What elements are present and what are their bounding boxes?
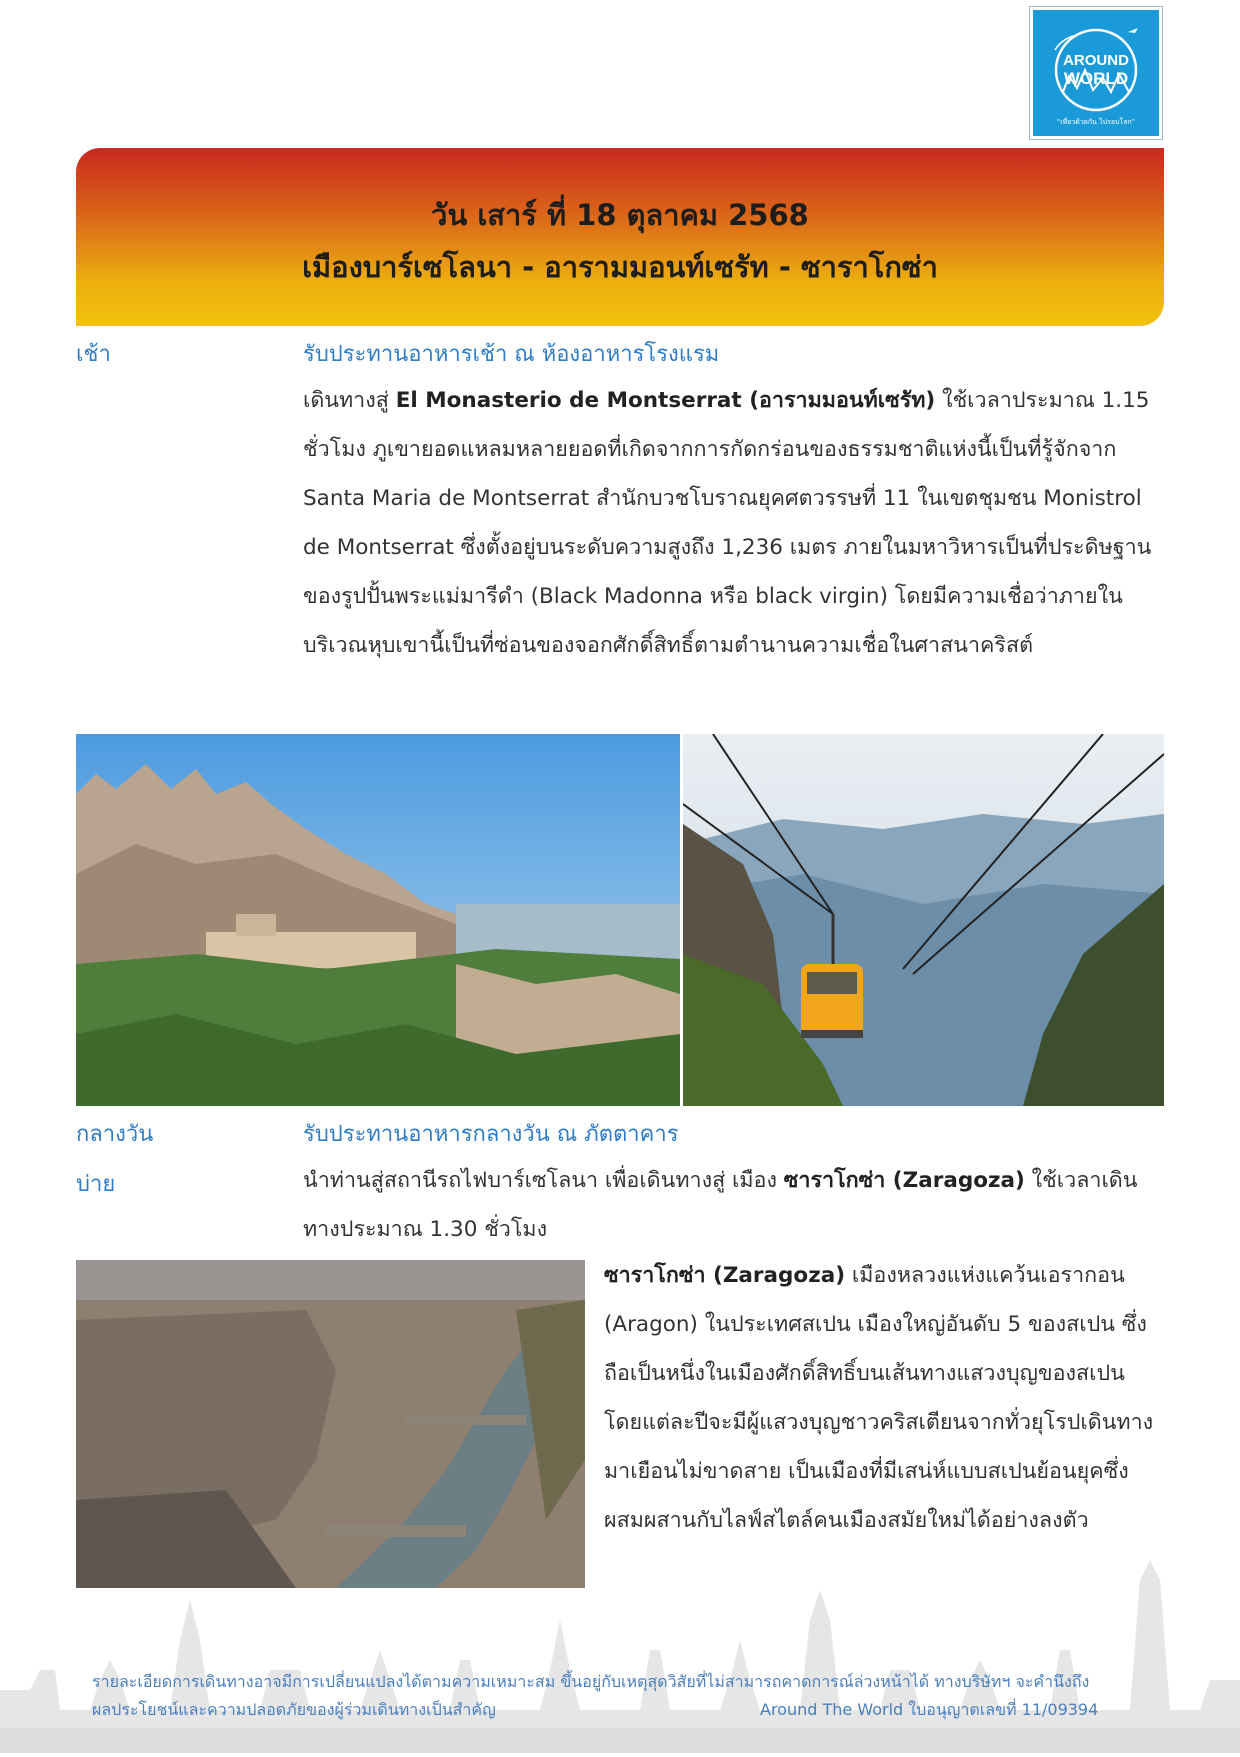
cable-car-photo xyxy=(683,734,1164,1106)
zaragoza-details: เมืองหลวงแห่งแคว้นเอรากอน (Aragon) ในประเทศสเปน เมืองใหญ่อันดับ 5 ของสเปน ซึ่งถือเป็นหนึ่งในเมืองศักดิ์สิทธิ์บนเส้นทางแสวงบุญของสเปน โดยแต่ละปีจะมีผู้แสวงบุญชาวคริสเตียนจากทั่วยุโรปเดินทางมาเยือนไม่ขาดสาย เป็นเมืองที่มีเสน่ห์แบบสเปนย้อนยุคซึ่งผสมผสานกับไลฟ์สไตล์คนเมืองสมัยใหม่ได้อย่างลงตัว xyxy=(604,1263,1154,1533)
footer-disclaimer-line1: รายละเอียดการเดินทางอาจมีการเปลี่ยนแปลงได้ตามความเหมาะสม ขึ้นอยู่กับเหตุสุดวิสัยที่ไม่สามารถคาดการณ์ล่วงหน้าได้ ทางบริษัทฯ จะคำนึงถึง xyxy=(92,1672,1090,1691)
zaragoza-description xyxy=(604,1251,1165,1545)
footer-license: Around The World ใบอนุญาตเลขที่ 11/09394 xyxy=(760,1700,1099,1719)
afternoon-label: บ่าย xyxy=(76,1172,116,1197)
zaragoza-name: ซาราโกซ่า (Zaragoza) xyxy=(604,1263,846,1288)
day-date-title: วัน เสาร์ ที่ 18 ตุลาคม 2568 xyxy=(431,198,809,232)
train-to-zaragoza-text xyxy=(303,1156,1165,1254)
logo-slogan: "เที่ยวด้วยกัน ไปรอบโลก" xyxy=(1057,118,1135,126)
footer-disclaimer-line2: ผลประโยชน์และความปลอดภัยของผู้ร่วมเดินทางเป็นสำคัญ xyxy=(92,1700,496,1719)
company-logo xyxy=(1030,7,1162,139)
zaragoza-city-name: ซาราโกซ่า (Zaragoza) xyxy=(783,1168,1025,1193)
montserrat-mountain-photo xyxy=(76,734,680,1106)
day-route-title: เมืองบาร์เซโลนา - อารามมอนท์เซรัท - ซาราโกซ่า xyxy=(302,250,938,284)
logo-text-around: AROUND xyxy=(1063,52,1129,69)
travel-time-text: ใช้เวลาเดินทางประมาณ 1.30 ชั่วโมง xyxy=(303,1168,1138,1242)
lunch-heading: รับประทานอาหารกลางวัน ณ ภัตตาคาร xyxy=(303,1122,679,1147)
montserrat-description xyxy=(303,376,1165,670)
noon-label: กลางวัน xyxy=(76,1122,154,1147)
montserrat-details: ใช้เวลาประมาณ 1.15 ชั่วโมง ภูเขายอดแหลมหลายยอดที่เกิดจากการกัดกร่อนของธรรมชาติแห่งนี้เป็นที่รู้จักจาก Santa Maria de Montserrat สำนักบวชโบราณยุคศตวรรษที่ 11 ในเขตชุมชน Monistrol de Montserrat ซึ่งตั้งอยู่บนระดับความสูงถึง 1,236 เมตร ภายในมหาวิหารเป็นที่ประดิษฐานของรูปปั้นพระแม่มารีดำ (Black Madonna หรือ black virgin) โดยมีความเชื่อว่าภายในบริเวณหุบเขานี้เป็นที่ซ่อนของจอกศักดิ์สิทธิ์ตามตำนานความเชื่อในศาสนาคริสต์ xyxy=(303,388,1152,658)
zaragoza-aerial-photo xyxy=(76,1260,585,1588)
day-header-banner xyxy=(76,148,1164,326)
logo-text-world: WORLD xyxy=(1063,69,1129,88)
train-intro: นำท่านสู่สถานีรถไฟบาร์เซโลนา เพื่อเดินทางสู่ เมือง xyxy=(303,1168,784,1193)
montserrat-intro: เดินทางสู่ xyxy=(303,388,396,413)
breakfast-heading: รับประทานอาหารเช้า ณ ห้องอาหารโรงแรม xyxy=(303,342,720,367)
city-skyline-decoration xyxy=(0,1560,1240,1753)
montserrat-name: El Monasterio de Montserrat (อารามมอนท์เซรัท) xyxy=(395,388,936,413)
morning-label: เช้า xyxy=(76,342,111,367)
